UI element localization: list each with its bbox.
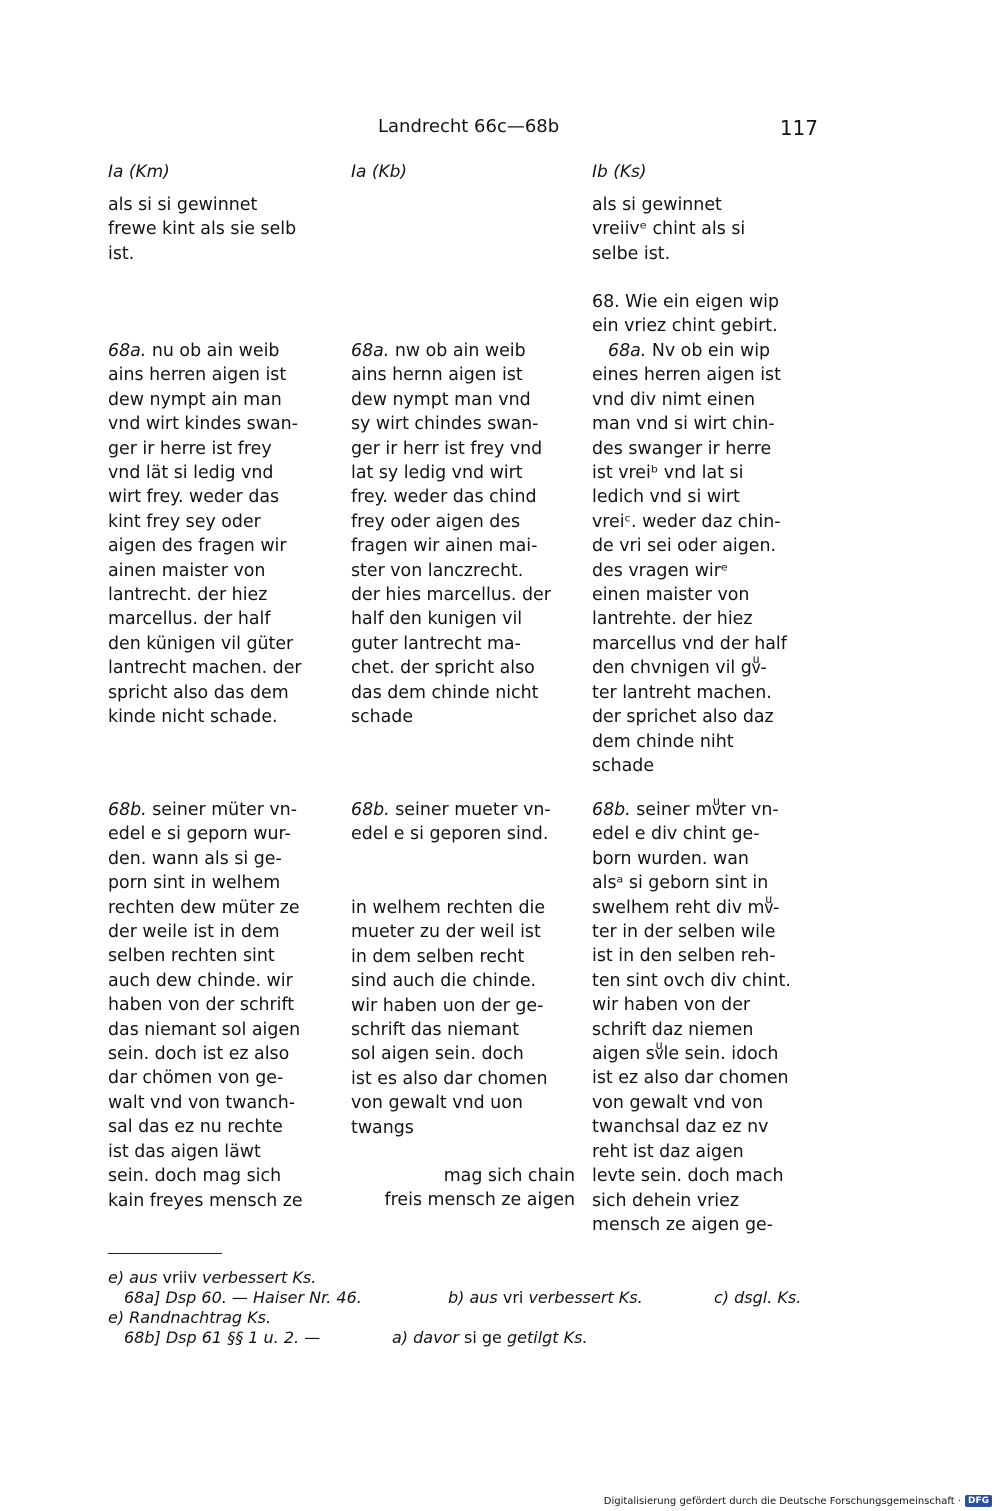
running-title: Landrecht 66c—68b (378, 116, 560, 137)
paragraph-number: 68b. (108, 800, 147, 820)
column-heading-kb: Ia (Kb) (351, 162, 408, 182)
footnote-b: b) aus vri verbessert Ks. (448, 1288, 643, 1307)
paragraph-text: seiner mvͧter vn- edel e div chint ge- born wurden. wan alsᵃ si geborn sint in swelhem reht div mvͧ- ter in der selben wile ist in den selben reh- ten sint ovch div chint. wir haben von der schrift daz niemen aigen svͧle sein. idoch ist ez also dar chomen von gewalt vnd von twanchsal daz ez nv reht ist daz aigen levte sein. doch mach sich dehein vriez mensch ze aigen ge- (592, 800, 791, 1235)
footnote-68a-sources: 68a] Dsp 60. — Haiser Nr. 46. (124, 1288, 362, 1307)
paragraph-68a-ks (592, 339, 816, 778)
paragraph-68a-kb (351, 339, 575, 730)
dfg-logo: DFG (965, 1495, 992, 1507)
paragraph-number: 68a. (351, 341, 390, 361)
footnote-a: a) davor si ge getilgt Ks. (392, 1328, 588, 1347)
paragraph-text: nu ob ain weib ains herren aigen ist dew nympt ain man vnd wirt kindes swan- ger ir herre ist frey vnd lät si ledig vnd wirt frey. weder das kint frey sey oder aigen des fragen wir ainen maister von lantrecht. der hiez marcellus. der half den künigen vil güter lantrecht machen. der spricht also das dem kinde nicht schade. (108, 341, 302, 728)
paragraph-68b-kb-end: mag sich chain freis mensch ze aigen (384, 1166, 575, 1211)
paragraph-66c-ks: als si gewinnet vreiivᵉ chint als si selbe ist. (592, 195, 746, 264)
page-number: 117 (779, 116, 818, 140)
digitization-credit (604, 1495, 992, 1507)
paragraph-text: nw ob ain weib ains hernn aigen ist dew nympt man vnd sy wirt chindes swan- ger ir herr ist frey vnd lat sy ledig vnd wirt frey. weder das chind frey oder aigen des fragen wir ainen mai- ster von lanczrecht. der hies marcellus. der half den kunigen vil guter lantrecht ma- chet. der spricht also das dem chinde nicht schade (351, 341, 551, 728)
paragraph-66c-km: als si si gewinnet frewe kint als sie selb ist. (108, 195, 297, 264)
paragraph-text: Nv ob ein wip eines herren aigen ist vnd div nimt einen man vnd si wirt chin- des swanger ir herre ist vreiᵇ vnd lat si ledich vnd si wirt vreiᶜ. weder daz chin- de vri sei oder aigen. des vragen wirᵉ einen maister von lantrehte. der hiez marcellus vnd der half den chvnigen vil gvͧ- ter lantreht machen. der sprichet also daz dem chinde niht schade (592, 341, 787, 776)
paragraph-68b-km (108, 798, 330, 1213)
column-heading-km: Ia (Km) (108, 162, 170, 182)
paragraph-68b-kb (351, 798, 575, 847)
footnote-e-vriiv: e) aus vriiv verbessert Ks. (108, 1268, 317, 1287)
paragraph-number: 68b. (351, 800, 390, 820)
paragraph-68b-kb-continued: in welhem rechten die mueter zu der weil ist in dem selben recht sind auch die chinde. wir haben uon der ge- schrift das niemant sol aigen sein. doch ist es also dar chomen von gewalt vnd uon twangs (351, 898, 548, 1138)
footnote-c: c) dsgl. Ks. (714, 1288, 802, 1307)
footnote-rule (108, 1253, 222, 1254)
paragraph-68a-km (108, 339, 330, 730)
paragraph-68b-ks (592, 798, 816, 1237)
paragraph-number: 68a. (608, 341, 647, 361)
paragraph-number: 68a. (108, 341, 147, 361)
credit-text: Digitalisierung gefördert durch die Deutsche Forschungsgemeinschaft · (603, 1495, 961, 1507)
paragraph-text: seiner müter vn- edel e si geporn wur- den. wann als si ge- porn sint in welhem rechten dew müter ze der weile ist in dem selben rechten sint auch dew chinde. wir haben von der schrift das niemant sol aigen sein. doch ist ez also dar chömen von ge- walt vnd von twanch- sal das ez nu rechte ist das aigen läwt sein. doch mag sich kain freyes mensch ze (108, 800, 303, 1211)
paragraph-number: 68b. (592, 800, 631, 820)
section-title-68-ks: 68. Wie ein eigen wip ein vriez chint gebirt. (592, 292, 780, 337)
footnote-68b-sources: 68b] Dsp 61 §§ 1 u. 2. — (124, 1328, 321, 1347)
column-heading-ks: Ib (Ks) (592, 162, 647, 182)
footnote-e-randnachtrag: e) Randnachtrag Ks. (108, 1308, 272, 1327)
paragraph-text: seiner mueter vn- edel e si geporen sind. (351, 800, 551, 845)
